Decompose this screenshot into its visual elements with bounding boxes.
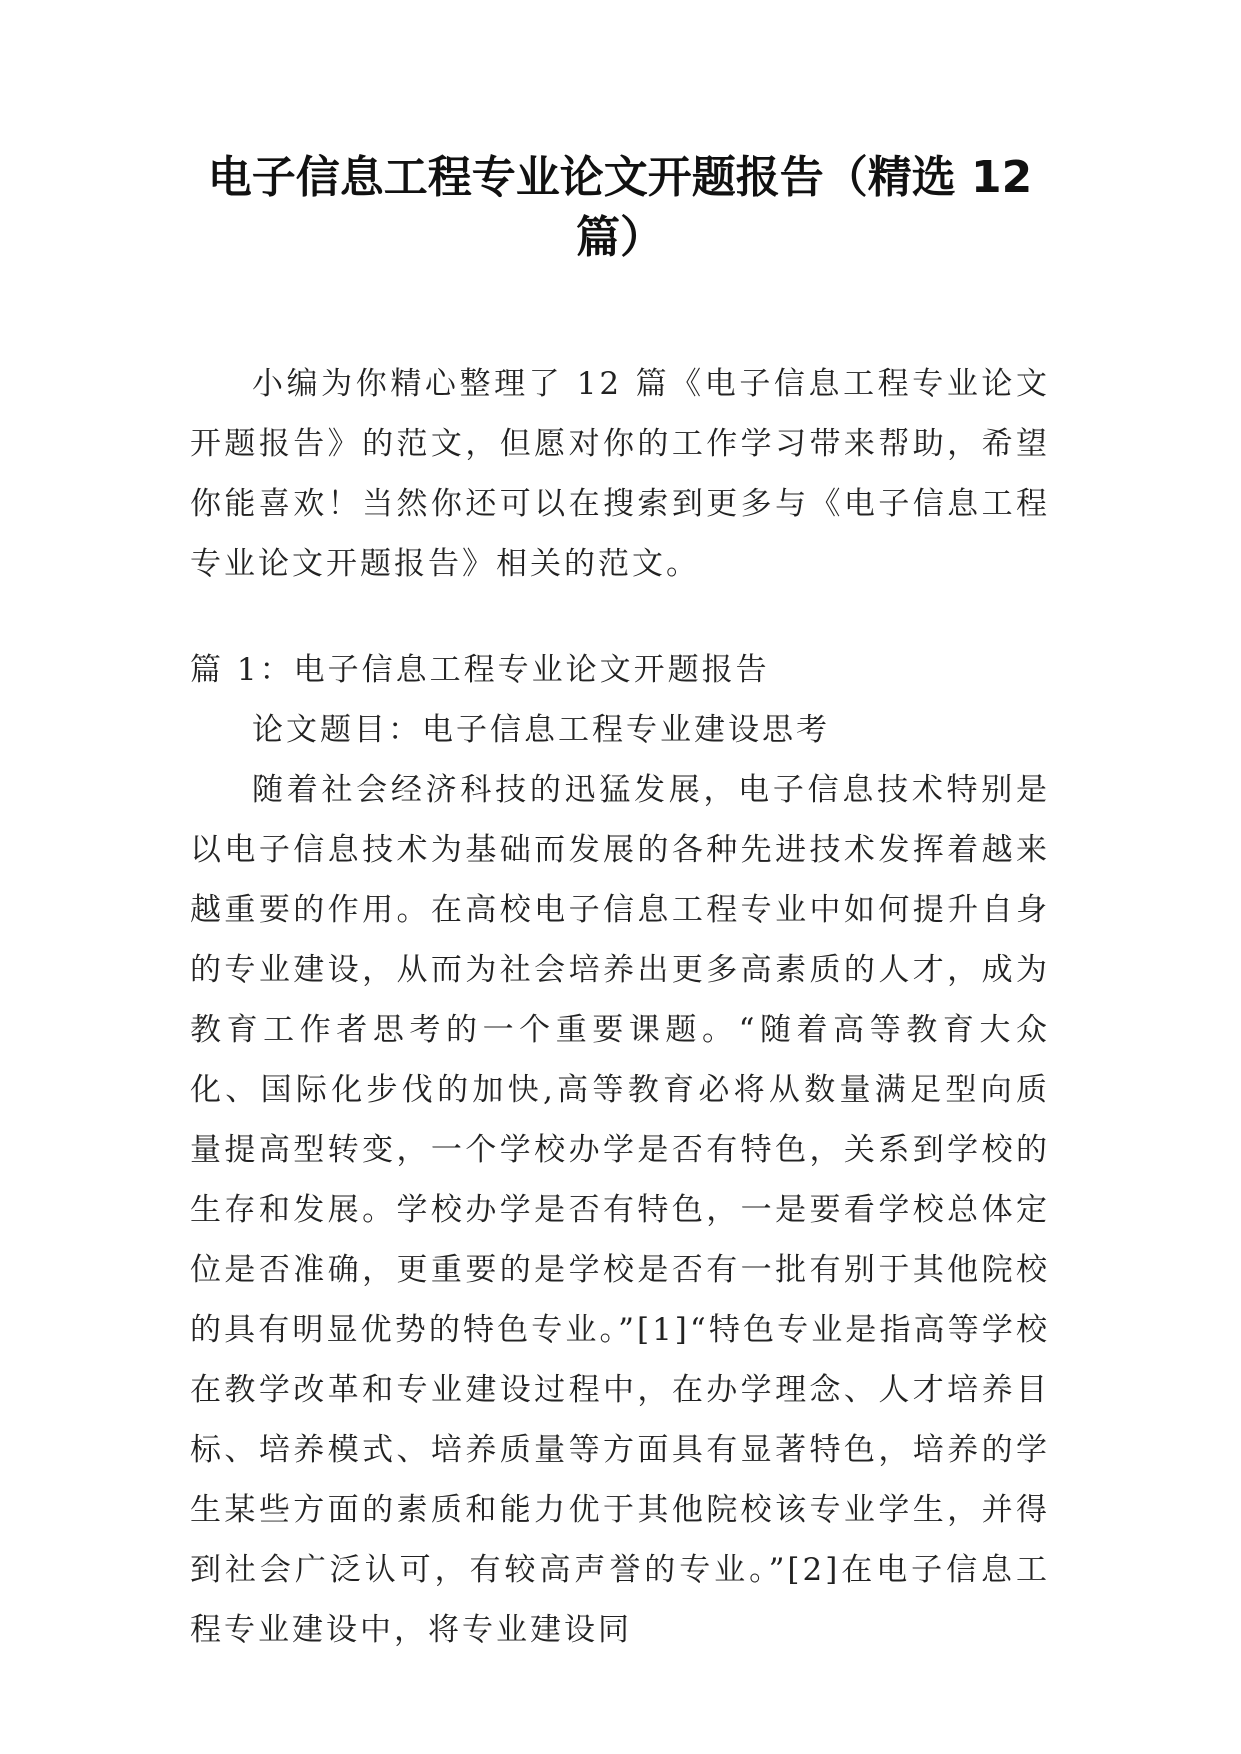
body-paragraph: 随着社会经济科技的迅猛发展，电子信息技术特别是以电子信息技术为基础而发展的各种先进技术发挥着越来越重要的作用。在高校电子信息工程专业中如何提升自身的专业建设，从而为社会培养出更多高素质的人才，成为教育工作者思考的一个重要课题。“随着高等教育大众化、国际化步伐的加快,高等教育必将从数量满足型向质量提高型转变，一个学校办学是否有特色，关系到学校的生存和发展。学校办学是否有特色，一是要看学校总体定位是否准确，更重要的是学校是否有一批有别于其他院校的具有明显优势的特色专业。”[1]“特色专业是指高等学校在教学改革和专业建设过程中，在办学理念、人才培养目标、培养模式、培养质量等方面具有显著特色，培养的学生某些方面的素质和能力优于其他院校该专业学生，并得到社会广泛认可，有较高声誉的专业。”[2]在电子信息工程专业建设中，将专业建设同 [190, 772, 1050, 1648]
paper-title-line: 论文题目：电子信息工程专业建设思考 [252, 712, 830, 748]
document-title: 电子信息工程专业论文开题报告（精选 12 篇） [207, 152, 1033, 263]
intro-paragraph: 小编为你精心整理了 12 篇《电子信息工程专业论文开题报告》的范文，但愿对你的工作学习带来帮助，希望你能喜欢！当然你还可以在搜索到更多与《电子信息工程专业论文开题报告》相关的范文。 [190, 366, 1050, 582]
section-heading: 篇 1：电子信息工程专业论文开题报告 [190, 652, 770, 688]
